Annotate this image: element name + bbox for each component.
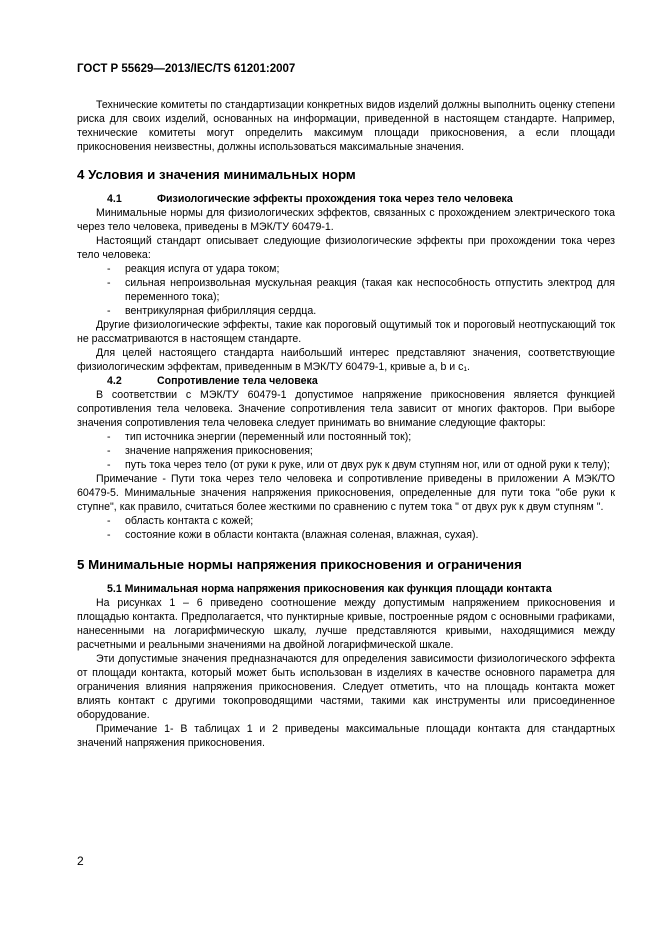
- list-dash: -: [107, 515, 111, 527]
- list-item: [77, 276, 615, 304]
- subsection-number: 4.2: [107, 375, 122, 387]
- list-item: [77, 458, 615, 472]
- paragraph: Другие физиологические эффекты, такие как пороговый ощутимый ток и пороговый неотпускающий ток не рассматриваются в настоящем стандарте.: [77, 319, 615, 345]
- note-paragraph: Примечание 1- В таблицах 1 и 2 приведены максимальные площади контакта для стандартных значений напряжения прикосновения.: [77, 723, 615, 749]
- page-content: [77, 98, 615, 750]
- list-item-text: состояние кожи в области контакта (влажная соленая, влажная, сухая).: [125, 529, 479, 541]
- subsection-title: Сопротивление тела человека: [157, 375, 318, 387]
- paragraph: В соответствии с МЭК/ТУ 60479-1 допустимое напряжение прикосновения является функцией сопротивления тела человека. Значение сопротивления тела зависит от многих факторов. При выборе значения сопротивления тела человека следует принимать во внимание следующие факторы:: [77, 389, 615, 429]
- list-item-text: вентрикулярная фибрилляция сердца.: [125, 305, 317, 317]
- list-item-text: реакция испуга от удара током;: [125, 263, 280, 275]
- paragraph: На рисунках 1 – 6 приведено соотношение между допустимым напряжением прикосновения и площадью контакта. Предполагается, что пунктирные кривые, построенные рядом с основными графиками, нанесенными на логарифмическую шкалу, лучше представляются кривыми, находящимися между расчетными и реальными значениями на двойной логарифмической шкале.: [77, 597, 615, 651]
- subsection-5-1-heading: 5.1 Минимальная норма напряжения прикосновения как функция площади контакта: [107, 583, 552, 595]
- subsection-4-2-heading: [77, 374, 615, 388]
- list-dash: -: [107, 277, 111, 289]
- list-item: [77, 304, 615, 318]
- list-item: [77, 528, 615, 542]
- page-number: 2: [77, 854, 84, 868]
- list-item-text: тип источника энергии (переменный или постоянный ток);: [125, 431, 412, 443]
- list-dash: -: [107, 529, 111, 541]
- list-item-text: область контакта с кожей;: [125, 515, 254, 527]
- paragraph: Настоящий стандарт описывает следующие физиологические эффекты при прохождении тока через тело человека:: [77, 235, 615, 261]
- list-item-text: сильная непроизвольная мускульная реакция (такая как неспособность отпустить электрод для переменного тока);: [125, 277, 615, 303]
- section-4-heading: 4 Условия и значения минимальных норм: [77, 167, 356, 182]
- document-header: ГОСТ Р 55629—2013/IEC/TS 61201:2007: [77, 63, 296, 75]
- list-item-text: значение напряжения прикосновения;: [125, 445, 313, 457]
- list-dash: -: [107, 431, 111, 443]
- intro-paragraph: Технические комитеты по стандартизации конкретных видов изделий должны выполнить оценку степени риска для своих изделий, основанных на информации, приведенной в настоящем стандарте. Например, технические комитеты могут определить максимум площади прикосновения, а если площади прикосновения неизвестны, должны использоваться максимальные значения.: [77, 99, 615, 153]
- list-item: [77, 262, 615, 276]
- paragraph: Эти допустимые значения предназначаются для определения зависимости физиологического эффекта от площади контакта, который может быть использован в изделиях в качестве основного параметра для ограничения влияния напряжения прикосновения. Следует отметить, что на площадь контакта может влиять контакт с другими токопроводящими частями, такими как инструменты или присоединенное оборудование.: [77, 653, 615, 721]
- list-item: [77, 444, 615, 458]
- list-dash: -: [107, 445, 111, 457]
- paragraph: Для целей настоящего стандарта наибольший интерес представляют значения, соответствующие физиологическим эффектам, приведенным в МЭК/ТУ 60479-1, кривые a, b и c₁.: [77, 347, 615, 373]
- section-5-heading: 5 Минимальные нормы напряжения прикосновения и ограничения: [77, 557, 522, 572]
- list-dash: -: [107, 459, 111, 471]
- subsection-title: Физиологические эффекты прохождения тока через тело человека: [157, 193, 513, 205]
- list-item: [77, 514, 615, 528]
- subsection-number: 4.1: [107, 193, 122, 205]
- list-dash: -: [107, 263, 111, 275]
- list-dash: -: [107, 305, 111, 317]
- list-item: [77, 430, 615, 444]
- subsection-4-1-heading: [77, 192, 615, 206]
- list-item-text: путь тока через тело (от руки к руке, или от двух рук к двум ступням ног, или от одной руки к телу);: [125, 459, 610, 471]
- note-paragraph: Примечание - Пути тока через тело человека и сопротивление приведены в приложении А МЭК/ТО 60479-5. Минимальные значения напряжения прикосновения, определенные для пути тока "обе руки к ступне", как правило, считаться более жесткими по сравнению с путем тока " от двух рук к двум ступням ".: [77, 473, 615, 513]
- paragraph: Минимальные нормы для физиологических эффектов, связанных с прохождением электрического тока через тело человека, приведены в МЭК/ТУ 60479-1.: [77, 207, 615, 233]
